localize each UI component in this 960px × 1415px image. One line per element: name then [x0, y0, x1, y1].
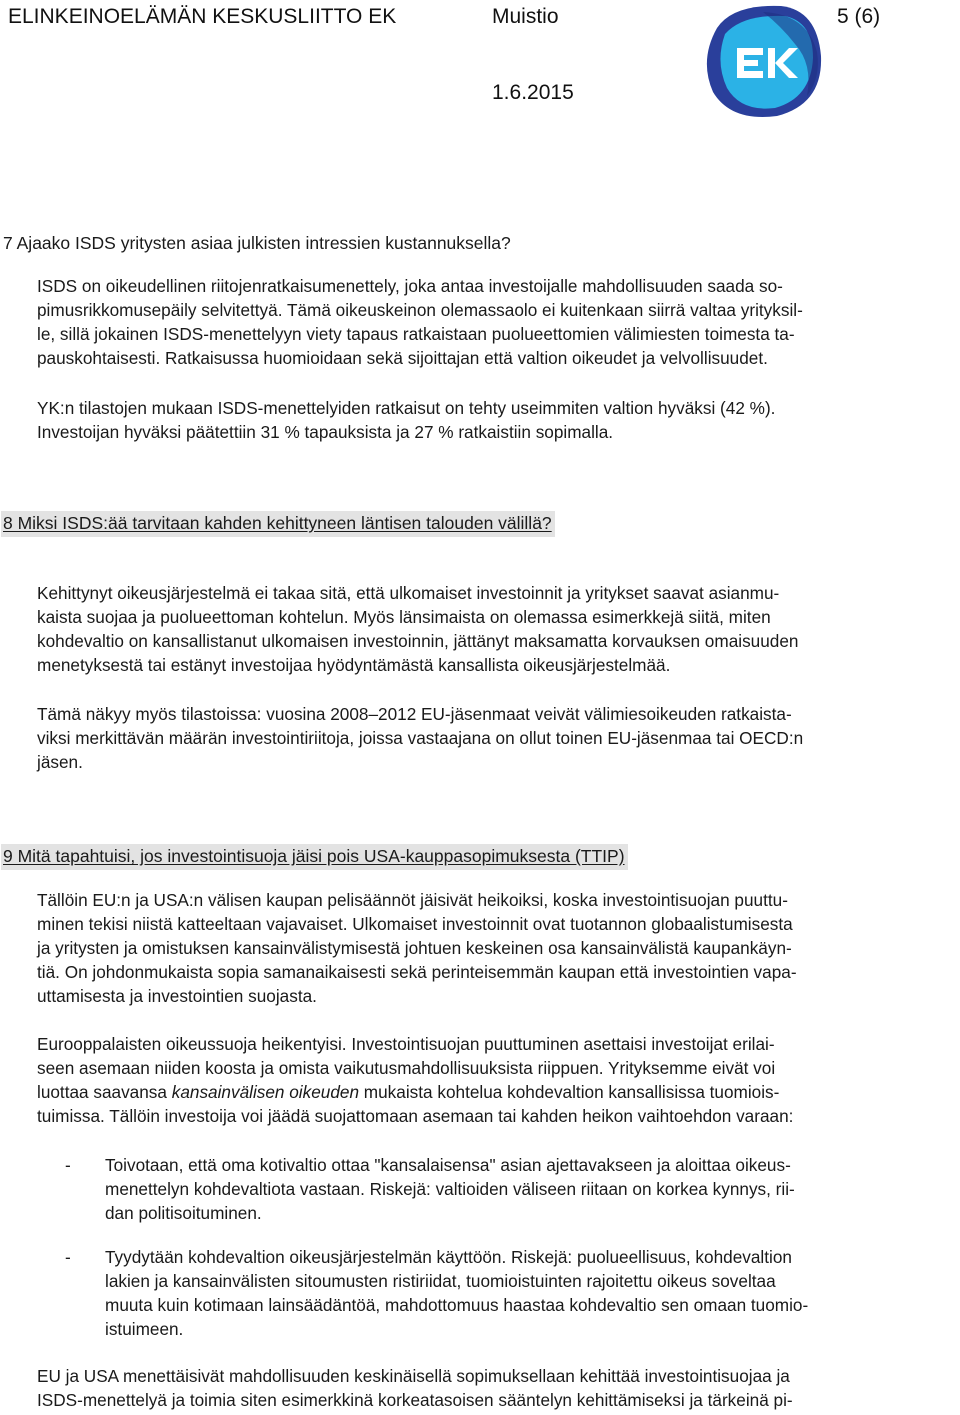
text-line: Kehittynyt oikeusjärjestelmä ei takaa sitä, että ulkomaiset investoinnit ja yritykset saavat asianmu-	[37, 583, 780, 603]
section-8-heading: 8 Miksi ISDS:ää tarvitaan kahden kehittyneen läntisen talouden välillä?	[1, 511, 555, 537]
organization-name: ELINKEINOELÄMÄN KESKUSLIITTO EK	[8, 5, 397, 28]
text-line	[37, 1080, 957, 1104]
bullet-item-2	[105, 1245, 955, 1341]
text-line: minen tekisi niistä katteeltaan vajavaiset. Ulkomaiset investoinnit ovat tuotannon globaalistumisesta	[37, 914, 793, 934]
document-date: 1.6.2015	[492, 81, 574, 104]
text-line: dan politisoituminen.	[105, 1203, 262, 1223]
text-line: Tällöin EU:n ja USA:n välisen kaupan pelisäännöt jäisivät heikoiksi, koska investointisuojan puuttu-	[37, 890, 788, 910]
bullet-marker: -	[65, 1247, 71, 1267]
text-line: menettelyn kohdevaltiota vastaan. Riskejä: valtioiden väliseen riitaan on korkea kynnys, rii-	[105, 1179, 795, 1199]
text-run: luottaa saavansa	[37, 1082, 172, 1102]
text-line: tiä. On johdonmukaista sopia samanaikaisesti sekä perinteisemmän kaupan että investointien vapa-	[37, 962, 797, 982]
text-line: seen asemaan niiden koosta ja omista vaikutusmahdollisuuksista riippuen. Yrityksemme eivät voi	[37, 1058, 776, 1078]
text-line: tuimissa. Tällöin investoija voi jäädä suojattomaan asemaan tai kahden heikon vaihtoehdon varaan:	[37, 1106, 794, 1126]
section-9-paragraph-2	[37, 1032, 957, 1128]
text-run: mukaista kohtelua kohdevaltion kansallisissa tuomiois-	[359, 1082, 780, 1102]
text-line: lakien ja kansainvälisten sitoumusten ristiriidat, tuomioistuinten rajoitettu oikeus soveltaa	[105, 1271, 776, 1291]
section-8-paragraph-1	[37, 581, 957, 677]
section-7-heading: 7 Ajaako ISDS yritysten asiaa julkisten intressien kustannuksella?	[3, 233, 511, 253]
text-line: Toivotaan, että oma kotivaltio ottaa "kansalaisensa" asian ajettavakseen ja aloittaa oikeus-	[105, 1155, 791, 1175]
text-line: viksi merkittävän määrän investointiriitoja, joissa vastaajana on ollut toinen EU-jäsenmaa tai OECD:n	[37, 728, 804, 748]
text-line: pauskohtaisesti. Ratkaisussa huomioidaan sekä sijoittajan että valtion oikeudet ja velvollisuudet.	[37, 348, 768, 368]
section-8-paragraph-2	[37, 702, 957, 774]
section-9-paragraph-3	[37, 1364, 957, 1412]
text-line: Tyydytään kohdevaltion oikeusjärjestelmän käyttöön. Riskejä: puolueellisuus, kohdevaltion	[105, 1247, 792, 1267]
bullet-marker: -	[65, 1155, 71, 1175]
text-line: ISDS on oikeudellinen riitojenratkaisumenettely, joka antaa investoijalle mahdollisuuden saada so-	[37, 276, 783, 296]
text-line: Eurooppalaisten oikeussuoja heikentyisi. Investointisuojan puuttuminen asettaisi investoijat erilai-	[37, 1034, 775, 1054]
text-line: EU ja USA menettäisivät mahdollisuuden keskinäisellä sopimuksellaan kehittää investointisuojaa ja	[37, 1366, 790, 1386]
bullet-item-1	[105, 1153, 955, 1225]
text-line: menetyksestä tai estänyt investoijaa hyödyntämästä kansallista oikeusjärjestelmää.	[37, 655, 671, 675]
text-line: Tämä näkyy myös tilastoissa: vuosina 2008–2012 EU-jäsenmaat veivät välimiesoikeuden ratkaista-	[37, 704, 792, 724]
text-line: kaista suojaa ja puolueettoman kohtelun. Myös länsimaista on olemassa esimerkkejä siitä, miten	[37, 607, 771, 627]
text-line: pimusrikkomusepäily selvitettyä. Tämä oikeuskeinon olemassaolo ei kuitenkaan siirrä valtaa yrityksil-	[37, 300, 803, 320]
page-number: 5 (6)	[837, 5, 881, 28]
text-line: Investoijan hyväksi päätettiin 31 % tapauksista ja 27 % ratkaistiin sopimalla.	[37, 422, 614, 442]
text-line: jäsen.	[37, 752, 83, 772]
text-line: ISDS-menettelyä ja toimia siten esimerkkinä korkeatasoisen sääntelyn kehittämiseksi ja tärkeinä pi-	[37, 1390, 793, 1410]
text-line: uttamisesta ja investointien suojasta.	[37, 986, 317, 1006]
section-9-heading: 9 Mitä tapahtuisi, jos investointisuoja jäisi pois USA-kauppasopimuksesta (TTIP)	[1, 844, 628, 870]
section-7-paragraph-2	[37, 396, 957, 444]
text-line: istuimeen.	[105, 1319, 184, 1339]
text-line: YK:n tilastojen mukaan ISDS-menettelyiden ratkaisut on tehty useimmiten valtion hyväksi (42 %).	[37, 398, 776, 418]
ek-logo	[703, 4, 823, 120]
text-line: muuta kuin kotimaan lainsäädäntöä, mahdottomuus haastaa kohdevaltio sen omaan tuomio-	[105, 1295, 809, 1315]
section-7-paragraph-1	[37, 274, 957, 370]
text-line: kohdevaltio on kansallistanut ulkomaisen investoinnin, jättänyt maksamatta korvauksen omaisuuden	[37, 631, 799, 651]
document-type: Muistio	[492, 5, 559, 28]
text-line: le, sillä jokainen ISDS-menettelyyn viety tapaus ratkaistaan puolueettomien välimiesten toimesta ta-	[37, 324, 795, 344]
section-9-paragraph-1	[37, 888, 957, 1008]
ek-logo-mark	[703, 4, 823, 120]
text-line: ja yritysten ja omistuksen kansainvälistymisestä johtuen keskeinen osa kansainvälistä kaupankäyn-	[37, 938, 792, 958]
emphasized-term: kansainvälisen oikeuden	[171, 1082, 360, 1102]
